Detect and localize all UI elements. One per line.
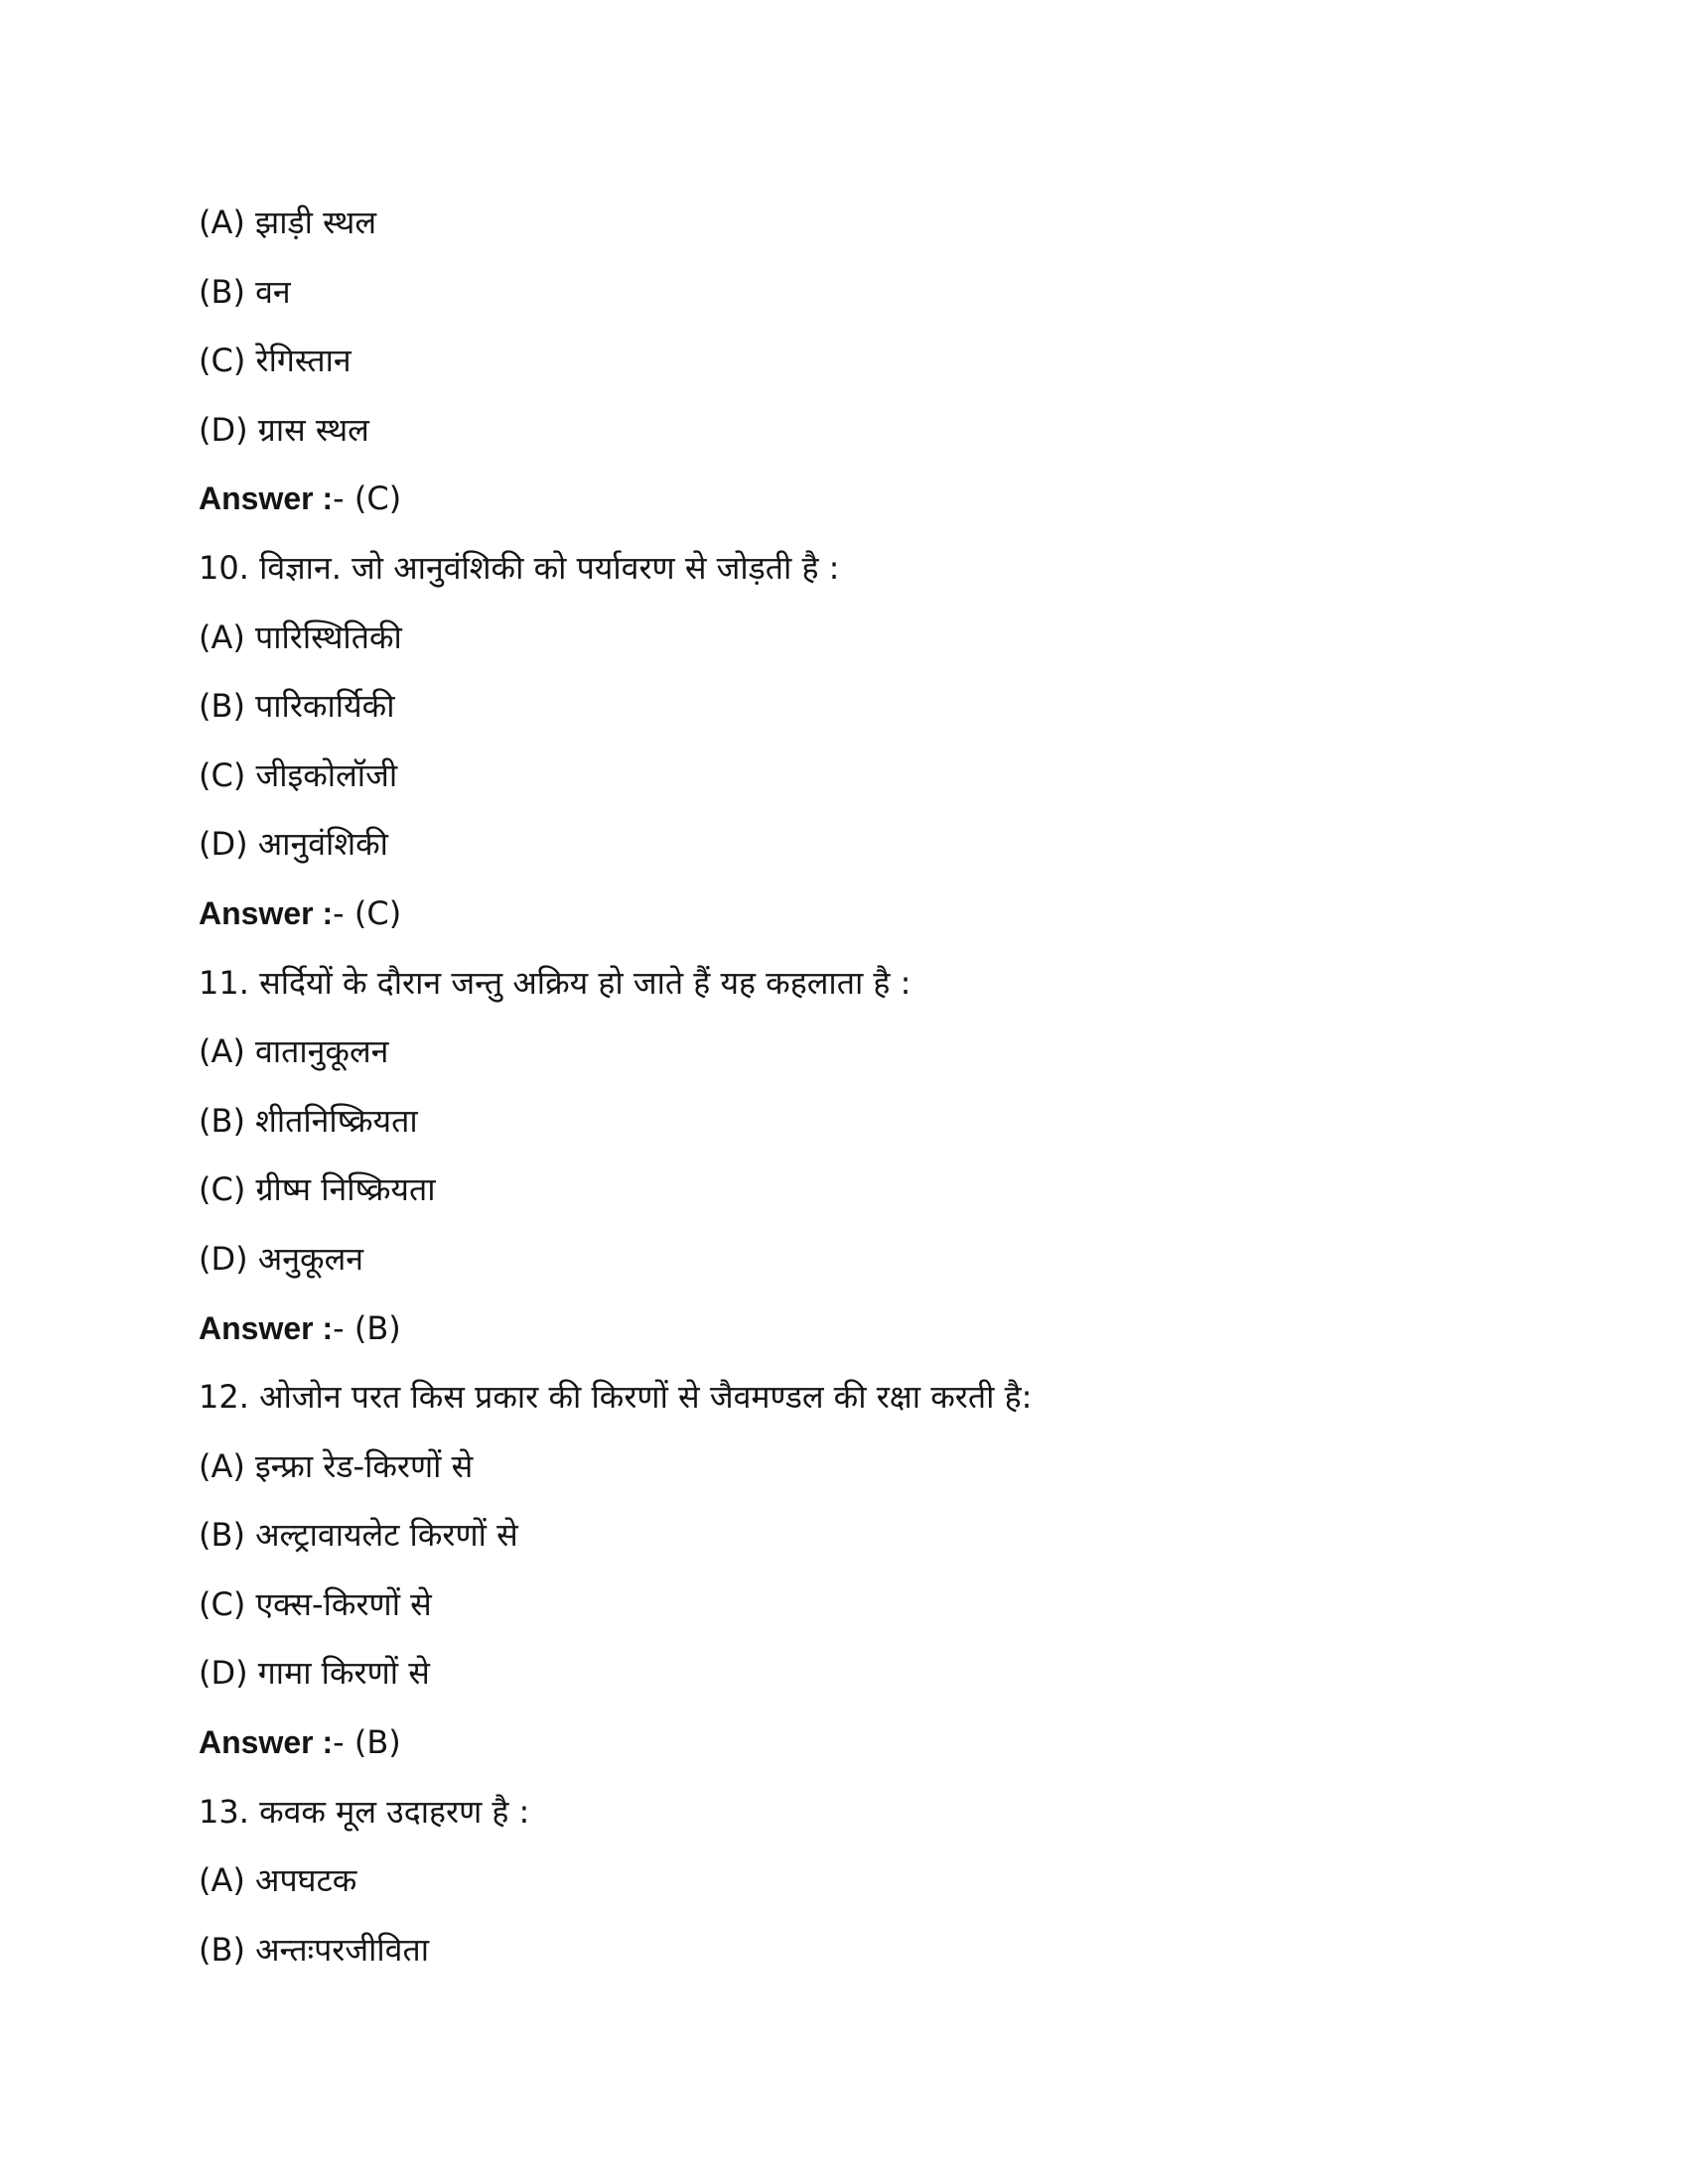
option-line: (C) एक्स-किरणों से — [199, 1584, 432, 1623]
answer-line — [199, 880, 1489, 949]
question-list — [199, 189, 1489, 1984]
option-line: (A) इन्फ्रा रेड-किरणों से — [199, 1446, 474, 1485]
option-line: (A) पारिस्थितिकी — [199, 617, 402, 656]
answer-line — [199, 1708, 1489, 1778]
answer-line — [199, 465, 1489, 534]
option-line: (C) रेगिस्तान — [199, 341, 352, 380]
answer-label: Answer : — [199, 1309, 334, 1346]
option-line: (A) वातानुकूलन — [199, 1032, 389, 1071]
question-line: 13. कवक मूल उदाहरण है : — [199, 1792, 530, 1831]
option-line: (D) आनुवंशिकी — [199, 825, 388, 864]
answer-label: Answer : — [199, 894, 334, 931]
answer-value: - (B) — [333, 1308, 401, 1347]
option-line: (A) अपघटक — [199, 1861, 357, 1900]
answer-value: - (C) — [333, 893, 402, 932]
answer-line — [199, 1295, 1489, 1364]
answer-label: Answer : — [199, 1724, 334, 1761]
option-line: (D) गामा किरणों से — [199, 1654, 430, 1693]
option-line: (B) अन्तःपरजीविता — [199, 1930, 430, 1969]
question-line: 11. सर्दियों के दौरान जन्तु अक्रिय हो जाते हैं यह कहलाता है : — [199, 963, 912, 1002]
answer-value: - (C) — [333, 479, 402, 518]
option-line: (D) ग्रास स्थल — [199, 410, 369, 449]
option-line: (D) अनुकूलन — [199, 1239, 364, 1278]
option-line: (B) शीतनिष्क्रियता — [199, 1101, 418, 1140]
answer-label: Answer : — [199, 480, 334, 517]
option-line: (A) झाड़ी स्थल — [199, 204, 377, 241]
option-line: (C) जीइकोलॉजी — [199, 755, 398, 794]
answer-value: - (B) — [333, 1723, 401, 1762]
option-line: (B) अल्ट्रावायलेट किरणों से — [199, 1516, 518, 1555]
option-line: (B) वन — [199, 272, 291, 311]
question-line: 10. विज्ञान. जो आनुवंशिकी को पर्यावरण से जोड़ती है : — [199, 548, 840, 587]
option-line: (B) पारिकार्यिकी — [199, 687, 395, 726]
question-line: 12. ओजोन परत किस प्रकार की किरणों से जैवमण्डल की रक्षा करती है: — [199, 1378, 1033, 1417]
option-line: (C) ग्रीष्म निष्क्रियता — [199, 1170, 436, 1209]
